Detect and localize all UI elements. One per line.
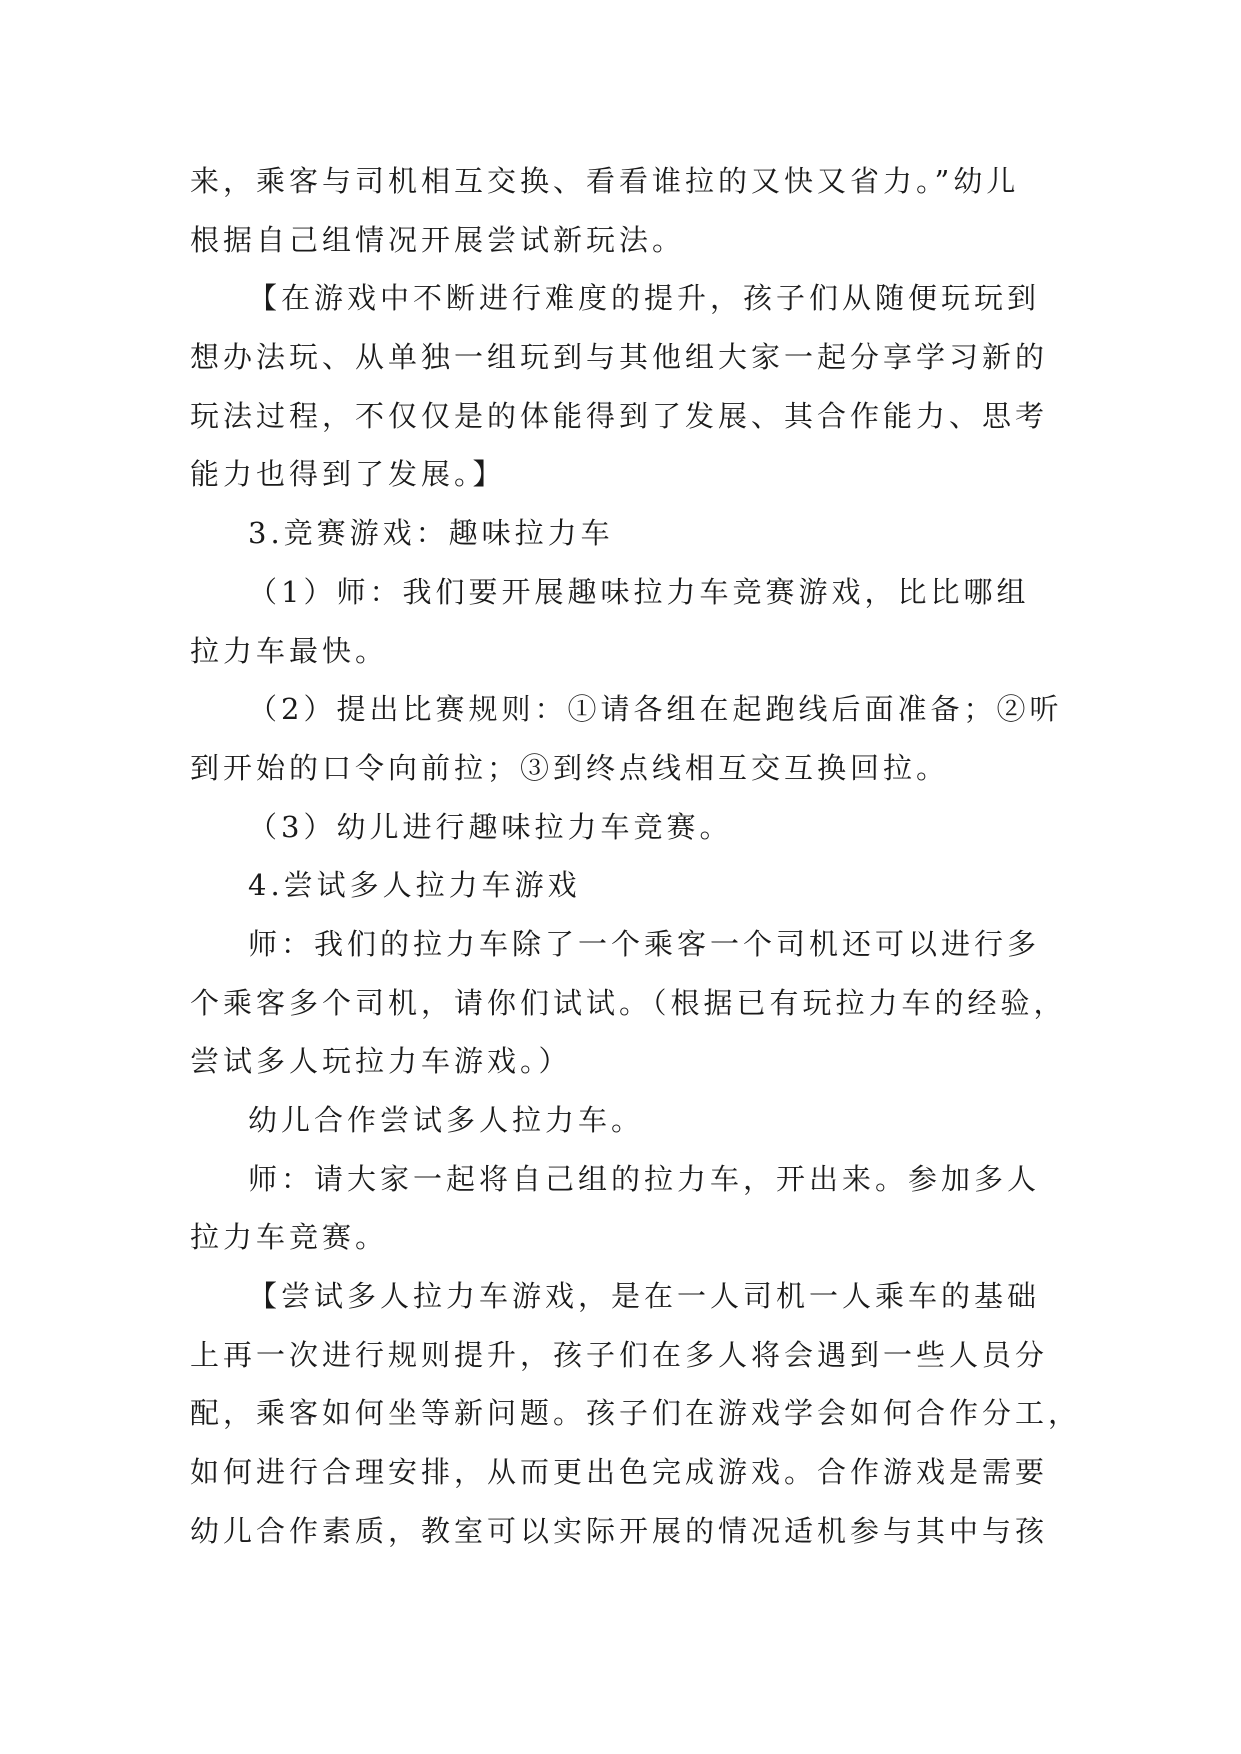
text-line: 来，乘客与司机相互交换、看看谁拉的又快又省力。”幼儿 bbox=[190, 164, 1020, 198]
document-page bbox=[190, 152, 1082, 1561]
text-line: （2）提出比赛规则：①请各组在起跑线后面准备；②听 bbox=[248, 692, 1063, 727]
text-line: 【尝试多人拉力车游戏，是在一人司机一人乘车的基础 bbox=[248, 1279, 1041, 1314]
text-line: 尝试多人玩拉力车游戏。） bbox=[190, 1044, 572, 1079]
text-line: 【在游戏中不断进行难度的提升，孩子们从随便玩玩到 bbox=[248, 281, 1041, 316]
text-line: 上再一次进行规则提升，孩子们在多人将会遇到一些人员分 bbox=[190, 1337, 1049, 1372]
text-line: 配，乘客如何坐等新问题。孩子们在游戏学会如何合作分工， bbox=[190, 1396, 1082, 1431]
text-line: 拉力车竞赛。 bbox=[190, 1220, 389, 1255]
text-line: 师：请大家一起将自己组的拉力车，开出来。参加多人 bbox=[248, 1161, 1041, 1196]
text-line: 师：我们的拉力车除了一个乘客一个司机还可以进行多 bbox=[248, 926, 1041, 961]
text-line: 到开始的口令向前拉；③到终点线相互交互换回拉。 bbox=[190, 750, 950, 785]
text-line: 根据自己组情况开展尝试新玩法。 bbox=[190, 222, 686, 257]
text-line: 玩法过程，不仅仅是的体能得到了发展、其合作能力、思考 bbox=[190, 398, 1049, 433]
section-heading: 3.竞赛游戏：趣味拉力车 bbox=[248, 516, 614, 551]
text-line: 幼儿合作尝试多人拉力车。 bbox=[248, 1103, 645, 1137]
text-line: （3）幼儿进行趣味拉力车竞赛。 bbox=[248, 809, 733, 844]
text-line: 如何进行合理安排，从而更出色完成游戏。合作游戏是需要 bbox=[190, 1455, 1049, 1490]
text-line: 个乘客多个司机，请你们试试。（根据已有玩拉力车的经验， bbox=[190, 985, 1067, 1020]
section-heading: 4.尝试多人拉力车游戏 bbox=[248, 868, 581, 903]
text-line: 幼儿合作素质，教室可以实际开展的情况适机参与其中与孩 bbox=[190, 1513, 1049, 1548]
text-line: 能力也得到了发展。】 bbox=[190, 457, 506, 492]
text-line: 想办法玩、从单独一组玩到与其他组大家一起分享学习新的 bbox=[190, 340, 1049, 375]
text-line: （1）师：我们要开展趣味拉力车竞赛游戏，比比哪组 bbox=[248, 574, 1030, 609]
text-line: 拉力车最快。 bbox=[190, 633, 389, 668]
